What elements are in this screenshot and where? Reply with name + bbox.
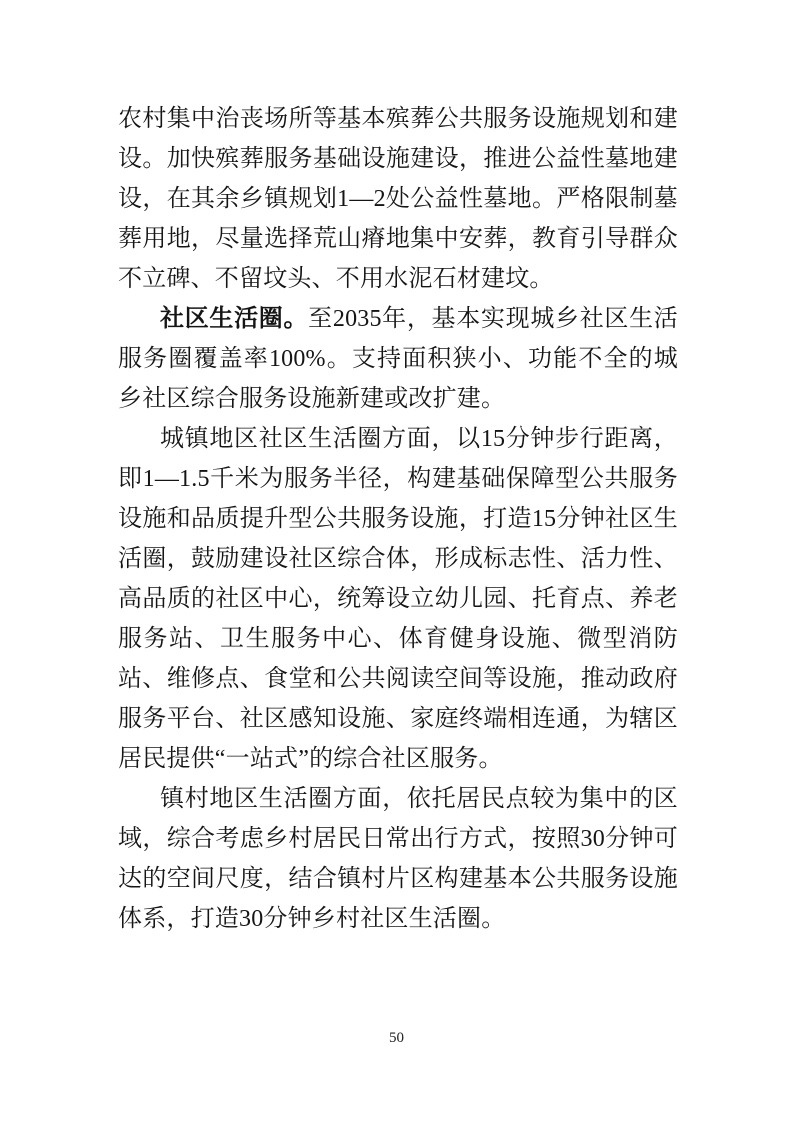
body-paragraph-funeral-facilities: 农村集中治丧场所等基本殡葬公共服务设施规划和建设。加快殡葬服务基础设施建设，推进公益性墓地建设，在其余乡镇规划1—2处公益性墓地。严格限制墓葬用地，尽量选择荒山瘠地集中安葬，教育引导群众不立碑、不留坟头、不用水泥石材建坟。	[118, 106, 678, 292]
body-paragraph-rural-life-circle: 镇村地区生活圈方面，依托居民点较为集中的区域，综合考虑乡村居民日常出行方式，按照30分钟可达的空间尺度，结合镇村片区构建基本公共服务设施体系，打造30分钟乡村社区生活圈。	[118, 786, 678, 932]
section-heading: 社区生活圈。	[160, 306, 309, 332]
body-paragraph-urban-life-circle: 城镇地区社区生活圈方面，以15分钟步行距离，即1—1.5千米为服务半径，构建基础保障型公共服务设施和品质提升型公共服务设施，打造15分钟社区生活圈，鼓励建设社区综合体，形成标志性、活力性、高品质的社区中心，统筹设立幼儿园、托育点、养老服务站、卫生服务中心、体育健身设施、微型消防站、维修点、食堂和公共阅读空间等设施，推动政府服务平台、社区感知设施、家庭终端相连通，为辖区居民提供“一站式”的综合社区服务。	[118, 426, 678, 772]
document-body	[118, 99, 678, 939]
page-number: 50	[389, 1030, 404, 1046]
body-paragraph-community-life-circle	[118, 299, 678, 419]
paragraph-text: 至2035年，基本实现城乡社区生活服务圈覆盖率100%。支持面积狭小、功能不全的城乡社区综合服务设施新建或改扩建。	[118, 306, 678, 412]
